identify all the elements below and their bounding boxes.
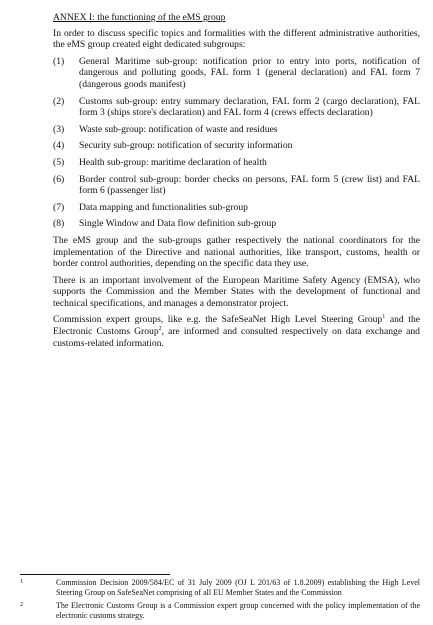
footnote-text: The Electronic Customs Group is a Commission expert group concerned with the policy implementation of the electronic customs strategy. <box>56 601 420 620</box>
subgroup-item <box>53 157 420 169</box>
emsa-paragraph: There is an important involvement of the European Maritime Safety Agency (EMSA), who supports the Commission and the Member States with the development of functional and technical specifications, and manages a demonstrator project. <box>53 274 420 309</box>
footnote-divider <box>20 574 170 575</box>
subgroup-number: (4) <box>53 140 65 152</box>
subgroup-item <box>53 202 420 214</box>
expert-text-part3: , are informed and consulted respectively on data exchange and customs-related information. <box>53 326 420 349</box>
subgroup-number: (1) <box>53 55 65 67</box>
footnote-2 <box>20 601 420 621</box>
expert-groups-paragraph <box>53 314 420 349</box>
subgroup-number: (8) <box>53 218 65 230</box>
subgroup-list <box>53 56 420 230</box>
footnote-1 <box>20 578 420 598</box>
subgroup-text: General Maritime sub-group: notification prior to entry into ports, notification of dangerous and polluting goods, FAL form 1 (general declaration) and FAL form 7 (dangerous goods manifest) <box>79 55 420 90</box>
subgroup-text: Border control sub-group: border checks on persons, FAL form 5 (crew list) and FAL form 6 (passenger list) <box>79 173 420 197</box>
subgroup-item <box>53 96 420 119</box>
subgroup-text: Security sub-group: notification of security information <box>79 140 293 152</box>
subgroup-number: (7) <box>53 201 65 213</box>
subgroup-text: Waste sub-group: notification of waste and residues <box>79 123 278 135</box>
footnote-number: 2 <box>20 602 23 608</box>
subgroup-item <box>53 140 420 152</box>
subgroup-item <box>53 56 420 91</box>
subgroup-item <box>53 124 420 136</box>
subgroup-item <box>53 174 420 197</box>
footnote-ref-1[interactable]: 1 <box>382 314 386 321</box>
annex-heading: ANNEX I: the functioning of the eMS group <box>53 12 226 23</box>
intro-paragraph: In order to discuss specific topics and formalities with the different administrative authorities, the eMS group created eight dedicated subgroups: <box>53 27 420 51</box>
footnotes <box>20 574 420 624</box>
footnote-text: Commission Decision 2009/584/EC of 31 July 2009 (OJ L 201/63 of 1.8.2009) establishing the High Level Steering Group on SafeSeaNet comprising of all EU Member States and the Commission <box>56 578 420 597</box>
subgroup-text: Health sub-group: maritime declaration of health <box>79 156 267 168</box>
footnote-ref-2[interactable]: 2 <box>158 326 162 333</box>
subgroup-text: Data mapping and functionalities sub-group <box>79 201 248 213</box>
footnote-number: 1 <box>20 579 23 585</box>
subgroup-number: (6) <box>53 173 65 185</box>
annex-body <box>53 12 420 354</box>
expert-text-part1: Commission expert groups, like e.g. the SafeSeaNet High Level Steering Group <box>53 314 383 326</box>
coordinators-paragraph: The eMS group and the sub-groups gather respectively the national coordinators for the implementation of the Directive and national authorities, like transport, customs, health or border control authorities, depending on the specific data they use. <box>53 234 420 270</box>
subgroup-text: Single Window and Data flow definition sub-group <box>79 218 277 230</box>
expert-text-part2: and the Electronic Customs Group <box>53 314 421 338</box>
subgroup-item <box>53 218 420 230</box>
subgroup-number: (3) <box>53 123 65 135</box>
subgroup-text: Customs sub-group: entry summary declaration, FAL form 2 (cargo declaration), FAL form 3 (ships store's declaration) and FAL form 4 (crews effects declaration) <box>79 95 420 119</box>
subgroup-number: (5) <box>53 156 65 168</box>
subgroup-number: (2) <box>53 95 65 107</box>
